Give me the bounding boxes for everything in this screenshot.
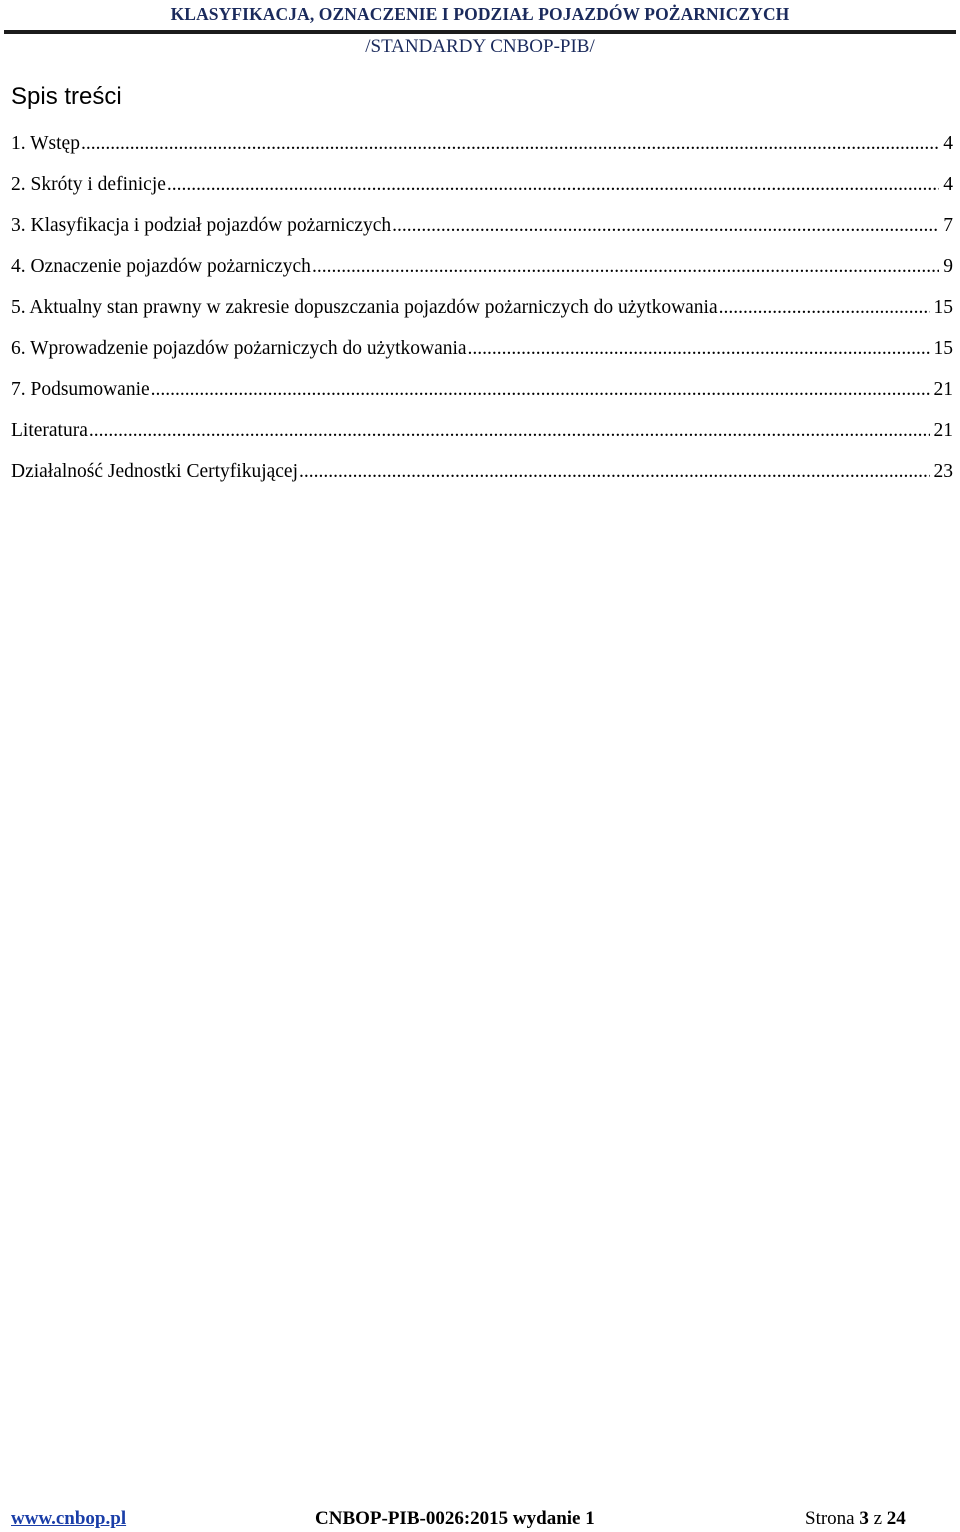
footer-document-id: CNBOP-PIB-0026:2015 wydanie 1 [315, 1508, 595, 1529]
toc-dot-leader [167, 171, 939, 199]
toc-dot-leader [312, 253, 939, 281]
toc-entry-label: Działalność Jednostki Certyfikującej [11, 461, 298, 482]
toc-entry-page: 21 [933, 379, 953, 400]
footer-page-number [805, 1508, 906, 1530]
toc-entry-literature[interactable] [11, 417, 953, 458]
page-separator: z [873, 1508, 883, 1529]
toc-entry-abbreviations[interactable] [11, 171, 953, 212]
toc-entry-label: 1. Wstęp [11, 133, 80, 154]
toc-entry-label: Literatura [11, 420, 88, 441]
toc-entry-certification-unit[interactable] [11, 458, 953, 499]
page-total: 24 [886, 1508, 906, 1529]
footer-website-link[interactable]: www.cnbop.pl [11, 1508, 127, 1529]
toc-entry-page: 15 [933, 338, 953, 359]
toc-entry-summary[interactable] [11, 376, 953, 417]
toc-entry-page: 4 [943, 133, 953, 154]
toc-entry-classification[interactable] [11, 212, 953, 253]
header-divider [4, 30, 956, 34]
toc-entry-legal-status[interactable] [11, 294, 953, 335]
toc-entry-page: 23 [933, 461, 953, 482]
toc-entry-label: 3. Klasyfikacja i podział pojazdów pożarniczych [11, 215, 392, 236]
toc-entry-page: 4 [943, 174, 953, 195]
toc-entry-page: 7 [943, 215, 953, 236]
toc-entry-introduction[interactable] [11, 130, 953, 171]
toc-entry-introduction-to-use[interactable] [11, 335, 953, 376]
toc-dot-leader [81, 130, 939, 158]
toc-entry-marking[interactable] [11, 253, 953, 294]
toc-dot-leader [299, 458, 930, 486]
table-of-contents [11, 130, 953, 499]
page-footer [0, 1508, 960, 1532]
toc-entry-label: 7. Podsumowanie [11, 379, 150, 400]
toc-dot-leader [392, 212, 939, 240]
toc-dot-leader [151, 376, 930, 404]
page-prefix: Strona [805, 1508, 855, 1529]
toc-entry-label: 6. Wprowadzenie pojazdów pożarniczych do użytkowania [11, 338, 467, 359]
toc-entry-page: 9 [943, 256, 953, 277]
page-current: 3 [859, 1508, 869, 1529]
toc-entry-label: 4. Oznaczenie pojazdów pożarniczych [11, 256, 311, 277]
toc-entry-label: 5. Aktualny stan prawny w zakresie dopuszczania pojazdów pożarniczych do użytkowania [11, 297, 718, 318]
document-header-subtitle: /STANDARDY CNBOP-PIB/ [365, 36, 595, 57]
toc-dot-leader [89, 417, 930, 445]
toc-entry-page: 15 [933, 297, 953, 318]
document-header-title: KLASYFIKACJA, OZNACZENIE I PODZIAŁ POJAZDÓW POŻARNICZYCH [170, 4, 790, 24]
toc-heading: Spis treści [11, 83, 122, 110]
toc-entry-label: 2. Skróty i definicje [11, 174, 166, 195]
toc-dot-leader [719, 294, 930, 322]
toc-dot-leader [468, 335, 930, 363]
toc-entry-page: 21 [933, 420, 953, 441]
